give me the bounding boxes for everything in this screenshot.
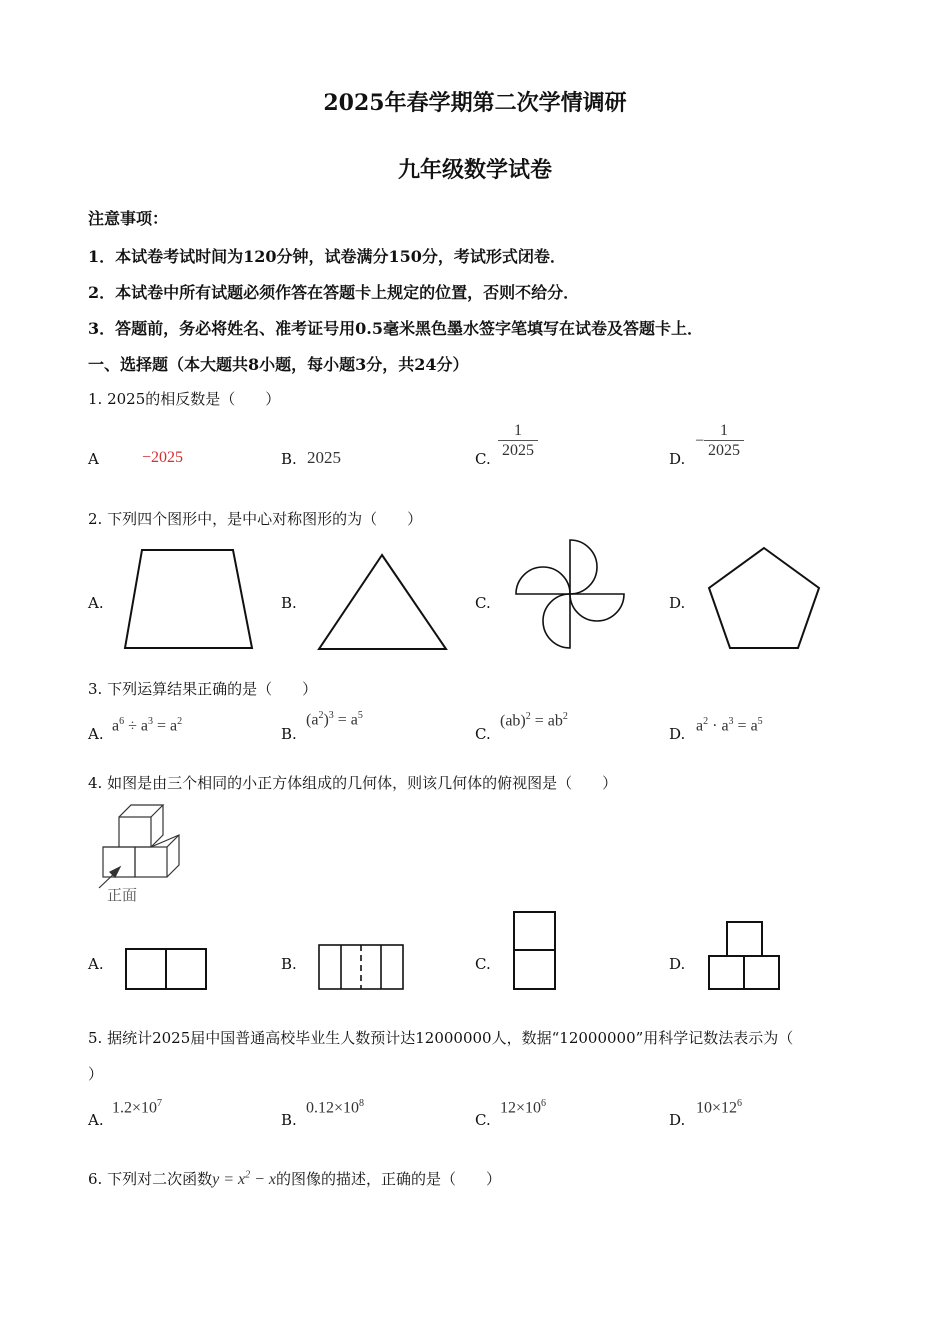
q3-option-a <box>112 716 182 735</box>
q3-option-c <box>500 711 568 730</box>
q5-c-base: 12×10 <box>500 1099 542 1117</box>
q3-d-exp2: 3 <box>728 716 734 727</box>
q3-b-pre: (a <box>306 711 319 729</box>
q5-a-base: 1.2×10 <box>112 1099 158 1117</box>
q6-func-rest: − x <box>250 1171 277 1188</box>
q3-a-exp2: 3 <box>148 716 153 727</box>
q2-label-a: A. <box>88 594 104 612</box>
q2-triangle-figure <box>314 550 452 654</box>
q3-a-op: ÷ a <box>124 717 148 735</box>
q3-a-base: a <box>112 717 120 735</box>
q3-label-a: A. <box>88 725 104 743</box>
q6-function <box>212 1171 276 1188</box>
q3-d-exp1: 2 <box>703 716 709 727</box>
q1-option-c <box>498 422 538 461</box>
q1-option-a: −2025 <box>142 449 184 466</box>
q5-stem-line1: 5. 据统计2025届中国普通高校毕业生人数预计达12000000人，数据“12000000”用科学记数法表示为（ <box>88 1029 794 1047</box>
q6-func-exp: 2 <box>245 1169 251 1181</box>
q1-c-denominator: 2025 <box>498 440 538 461</box>
q1-d-denominator: 2025 <box>704 440 744 461</box>
q4-label-b: B. <box>281 955 297 973</box>
q3-label-b: B. <box>281 725 297 743</box>
q3-a-eq: = a <box>153 717 178 735</box>
q3-a-exp3: 2 <box>177 716 183 727</box>
q2-pentagon-figure <box>703 543 825 655</box>
q5-label-b: B. <box>281 1111 297 1129</box>
q3-b-eq: = a <box>333 711 358 729</box>
q4-option-c-figure <box>511 909 559 991</box>
q4-label-d: D. <box>669 955 686 973</box>
q3-label-d: D. <box>669 725 686 743</box>
q5-option-c <box>500 1098 546 1117</box>
q1-d-sign: − <box>695 432 705 450</box>
q3-c-exp2: 2 <box>562 711 568 722</box>
q3-b-mid: ) <box>323 711 329 729</box>
q5-a-exp: 7 <box>157 1098 163 1109</box>
notice-heading: 注意事项： <box>88 209 169 228</box>
q5-d-exp: 6 <box>737 1098 743 1109</box>
q5-d-base: 10×12 <box>696 1099 738 1117</box>
q4-front-label: 正面 <box>107 886 138 904</box>
q3-option-b <box>306 710 363 729</box>
q6-stem <box>88 1168 501 1189</box>
q5-label-a: A. <box>88 1111 104 1129</box>
q4-option-a-figure <box>124 946 208 992</box>
notice-item-1: 1．本试卷考试时间为120分钟，试卷满分150分，考试形式闭卷． <box>88 247 566 266</box>
q3-b-exp2: 3 <box>328 710 334 721</box>
q5-c-exp: 6 <box>541 1098 547 1109</box>
q5-b-exp: 8 <box>359 1098 365 1109</box>
q2-label-b: B. <box>281 594 297 612</box>
q1-label-a: A <box>88 450 99 468</box>
q3-b-exp3: 5 <box>357 710 363 721</box>
q5-label-d: D. <box>669 1111 686 1129</box>
q5-stem-line2: ） <box>88 1065 104 1083</box>
q3-option-d <box>696 716 763 735</box>
q4-stem: 4. 如图是由三个相同的小正方体组成的几何体，则该几何体的俯视图是（ ） <box>88 774 618 792</box>
q2-trapezoid-figure <box>120 545 260 653</box>
q5-b-base: 0.12×10 <box>306 1099 360 1117</box>
notice-item-3: 3．答题前，务必将姓名、准考证号用0.5毫米黑色墨水签字笔填写在试卷及答题卡上． <box>88 319 703 338</box>
q2-pinwheel-figure <box>510 536 632 654</box>
q5-option-d <box>696 1098 742 1117</box>
q1-c-numerator: 1 <box>514 422 522 439</box>
q3-a-exp1: 6 <box>119 716 125 727</box>
q4-label-c: C. <box>475 955 491 973</box>
q3-label-c: C. <box>475 725 491 743</box>
q3-c-eq: = ab <box>530 712 563 730</box>
q1-option-b: 2025 <box>307 448 341 467</box>
q6-stem-pre: 6. 下列对二次函数 <box>88 1170 213 1188</box>
section-heading: 一、选择题（本大题共8小题，每小题3分，共24分） <box>88 355 469 374</box>
q3-d-op: · a <box>708 717 729 735</box>
q2-stem: 2. 下列四个图形中，是中心对称图形的为（ ） <box>88 510 423 528</box>
exam-title: 2025年春学期第二次学情调研 <box>323 90 627 116</box>
q2-label-c: C. <box>475 594 491 612</box>
q1-stem: 1. 2025的相反数是（ ） <box>88 390 281 408</box>
q3-c-exp1: 2 <box>525 711 531 722</box>
q1-d-numerator: 1 <box>720 422 729 439</box>
q6-func-eq: = x <box>219 1171 246 1188</box>
q4-label-a: A. <box>88 955 104 973</box>
q3-c-pre: (ab) <box>500 712 526 730</box>
q5-option-a <box>112 1098 162 1117</box>
q1-label-c: C. <box>475 450 491 468</box>
q3-b-exp1: 2 <box>318 710 324 721</box>
q1-option-d <box>695 422 744 461</box>
q6-stem-post: 的图像的描述，正确的是（ ） <box>276 1170 502 1188</box>
q5-label-c: C. <box>475 1111 491 1129</box>
q4-option-d-figure <box>706 919 784 991</box>
q3-stem: 3. 下列运算结果正确的是（ ） <box>88 680 318 698</box>
q3-d-eq: = a <box>733 717 758 735</box>
q5-option-b <box>306 1098 364 1117</box>
q3-d-exp3: 5 <box>757 716 763 727</box>
notice-item-2: 2．本试卷中所有试题必须作答在答题卡上规定的位置，否则不给分． <box>88 283 580 302</box>
q1-label-d: D. <box>669 450 686 468</box>
q2-label-d: D. <box>669 594 686 612</box>
q1-label-b: B. <box>281 450 297 468</box>
q3-d-base: a <box>696 717 704 735</box>
exam-subtitle: 九年级数学试卷 <box>397 157 552 183</box>
q4-option-b-figure <box>317 942 407 992</box>
q6-func-y: y <box>212 1171 220 1188</box>
